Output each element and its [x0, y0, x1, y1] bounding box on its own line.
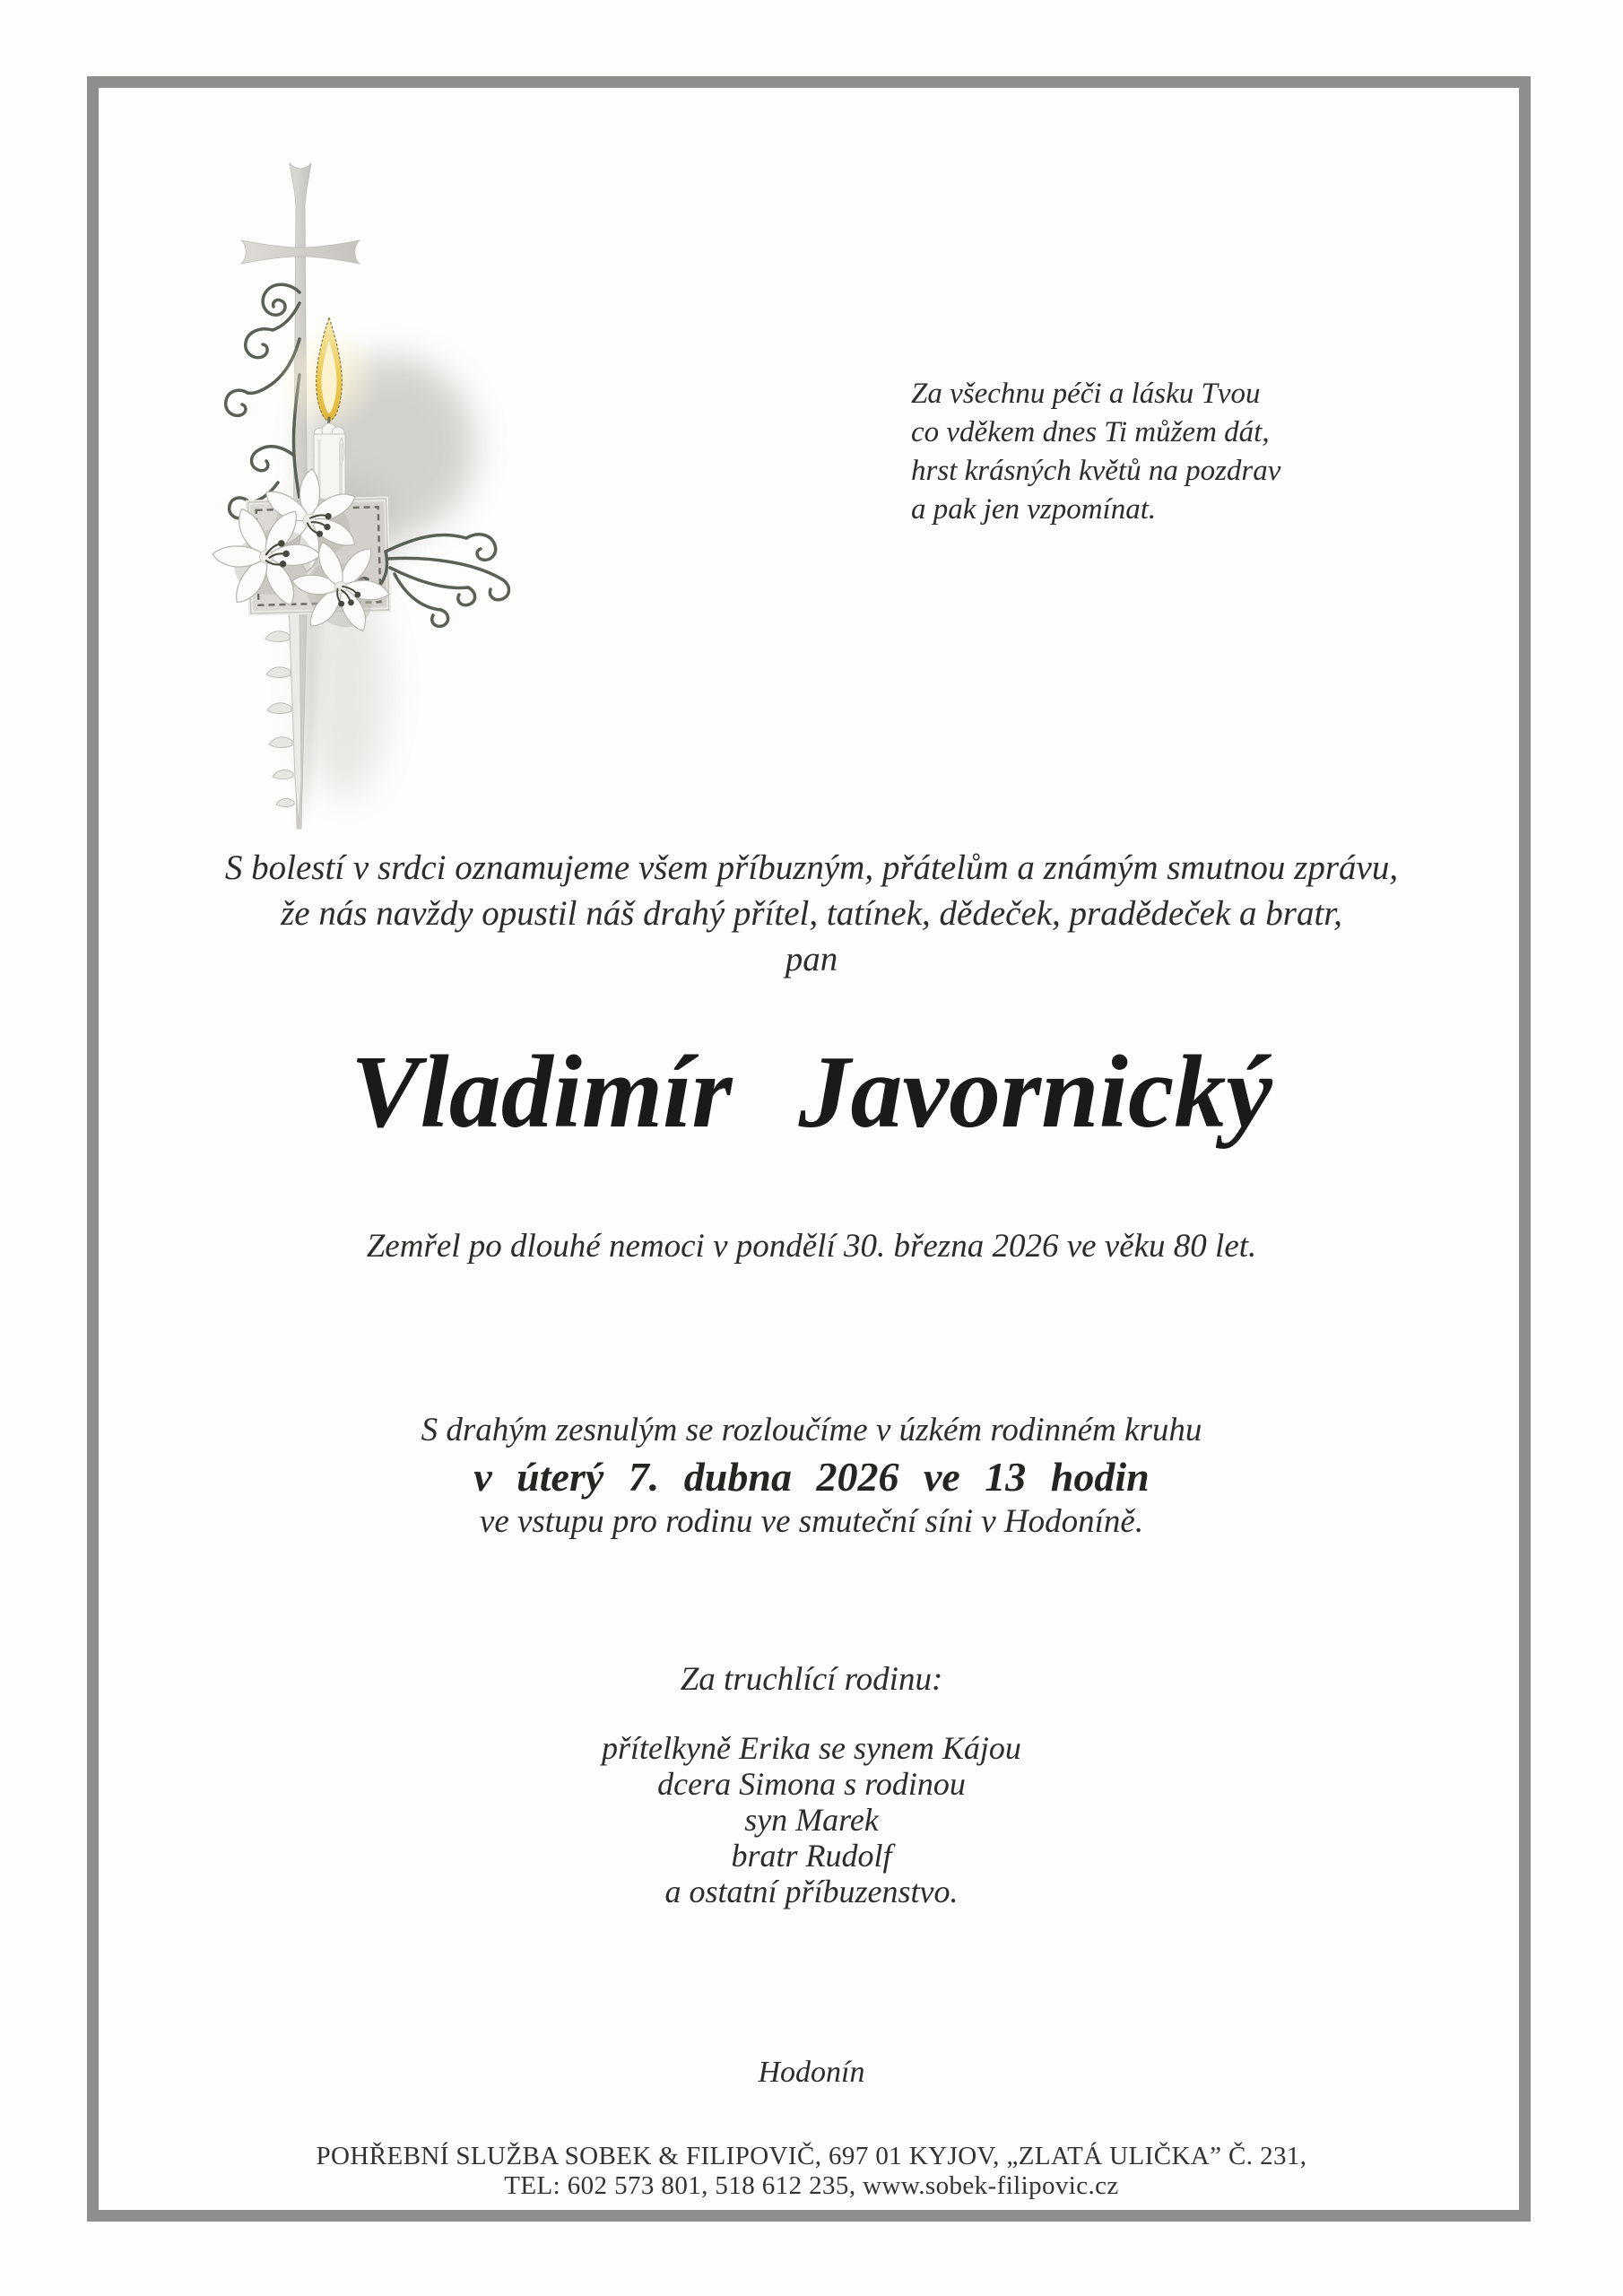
mourner-line: přítelkyně Erika se synem Kájou [602, 1730, 1021, 1766]
place-name: Hodonín [758, 2056, 865, 2089]
announcement-line-1: S bolestí v srdci oznamujeme všem příbuzným, přátelům a známým smutnou zprávu, [224, 848, 1399, 887]
funeral-date-time: v úterý 7. dubna 2026 ve 13 hodin [473, 1454, 1150, 1500]
deceased-name: Vladimír Javornický [351, 1035, 1272, 1150]
mourner-line: syn Marek [744, 1802, 879, 1838]
stem-ornament [265, 599, 323, 829]
footer-line-2: TEL: 602 573 801, 518 612 235, www.sobek-filipovic.cz [504, 2171, 1119, 2200]
poem-line: co vděkem dnes Ti můžem dát, [911, 416, 1270, 448]
funeral-info-line-1: S drahým zesnulým se rozloučíme v úzkém rodinném kruhu [421, 1412, 1202, 1448]
funeral-service-footer [0, 2142, 1623, 2201]
mourners-list [0, 1730, 1623, 1909]
memorial-illustration [206, 151, 516, 850]
announcement-line-3: pan [785, 940, 838, 978]
mourners-heading: Za truchlící rodinu: [680, 1661, 943, 1698]
announcement-line-2: že nás navždy opustil náš drahý přítel, tatínek, dědeček, pradědeček a bratr, [281, 894, 1342, 933]
funeral-info [0, 1410, 1623, 1543]
memorial-poem [911, 375, 1280, 529]
death-notice: Zemřel po dlouhé nemoci v pondělí 30. března 2026 ve věku 80 let. [366, 1228, 1257, 1265]
poem-line: Za všechnu péči a lásku Tvou [911, 378, 1261, 410]
funeral-info-line-3: ve vstupu pro rodinu ve smuteční síni v Hodoníně. [479, 1503, 1144, 1540]
poem-line: hrst krásných květů na pozdrav [911, 455, 1281, 487]
mourner-line: dcera Simona s rodinou [657, 1766, 966, 1802]
poem-line: a pak jen vzpomínat. [911, 493, 1157, 526]
mourner-line: a ostatní příbuzenstvo. [664, 1874, 959, 1909]
footer-line-1: POHŘEBNÍ SLUŽBA SOBEK & FILIPOVIČ, 697 01 KYJOV, „ZLATÁ ULIČKA” Č. 231, [316, 2142, 1307, 2170]
mourner-line: bratr Rudolf [731, 1838, 892, 1874]
announcement [0, 845, 1623, 982]
